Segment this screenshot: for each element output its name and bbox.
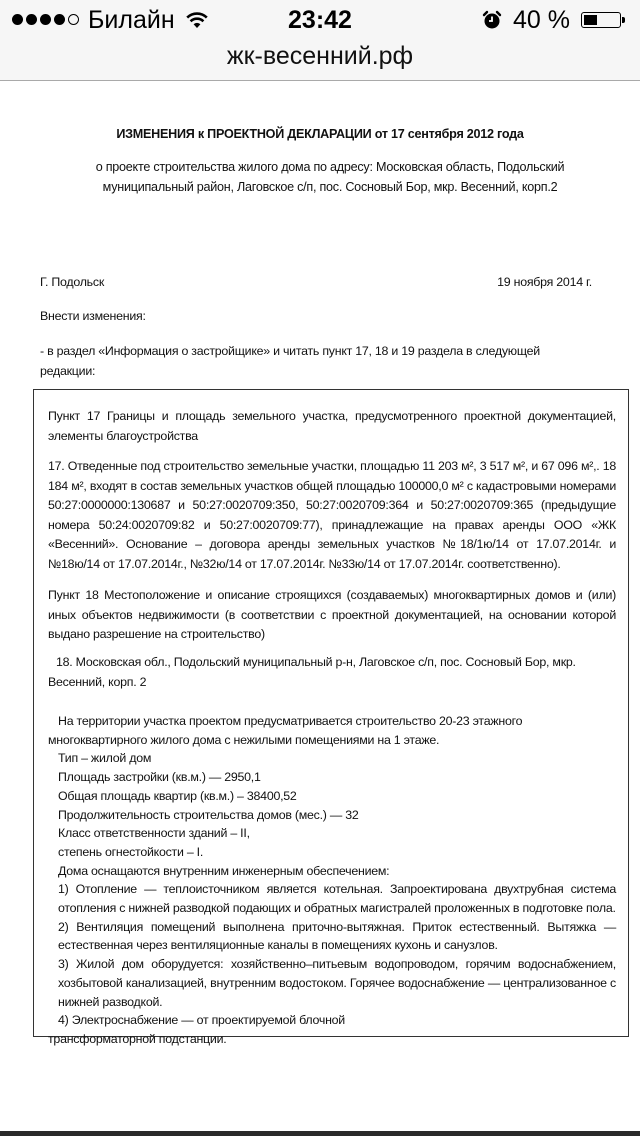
fire-resistance: степень огнестойкости – I. — [58, 844, 204, 859]
clause-17-body: 17. Отведенные под строительство земельные участки, площадью 11 203 м², 3 517 м², и 67 096 м²,. 18 184 м², входят в состав земельных участков общей площадью 100000,0 м² с кадастровыми номерами 50:27:0000000:130687 и 50:27:0020709:350, 50:27:0020709:364 и 50:27:0020709:365 (предыдущие номера 50:24:0020709:82 и 50:27:0020709:77), принадлежащие на правах аренды ООО «ЖК «Весенний». Основание – договора аренды земельных участков №18/1ю/14 от 17.07.2014г. и №18ю/14 от 17.07.2014г., №32ю/14 от 17.07.2014г. №33ю/14 от 17.07.2014г. соответственно). — [48, 459, 616, 571]
ventilation-item: 2) Вентиляция помещений выполнена приточно-вытяжная. Приток естественный. Вытяжка — естественная через вентиляционные каналы в помещениях кухонь и санузлов. — [58, 919, 616, 953]
battery-icon — [581, 12, 621, 28]
status-time: 23:42 — [288, 6, 352, 34]
address-line: Весенний, корп. 2 — [48, 674, 147, 689]
document-title: ИЗМЕНЕНИЯ к ПРОЕКТНОЙ ДЕКЛАРАЦИИ от 17 сентября 2012 года — [116, 127, 524, 141]
building-type: Тип – жилой дом — [58, 751, 152, 766]
apartments-area: Общая площадь квартир (кв.м.) – 38400,52 — [58, 788, 297, 803]
battery-level-fill — [584, 15, 597, 25]
clause-18-heading: Пункт 18 Местоположение и описание строящихся (создаваемых) многоквартирных домов и (или) иных объектов недвижимости (в соответствии с проектной документацией, на основании которой выдано разрешение на строительство) — [48, 588, 616, 641]
power-item: 4) Электроснабжение — от проектируемой блочной — [58, 1013, 345, 1028]
engineering-intro: Дома оснащаются внутренним инженерным обеспечением: — [58, 863, 390, 878]
carrier-name: Билайн — [88, 6, 175, 34]
project-description: На территории участка проектом предусматривается строительство 20-23 этажного — [58, 714, 523, 728]
status-bar — [0, 0, 640, 40]
battery-tip — [622, 17, 625, 23]
document-page — [0, 81, 640, 1136]
page-bottom-edge — [0, 1131, 640, 1136]
power-item-cont: трансформаторной подстанции. — [48, 1031, 227, 1046]
browser-chrome — [0, 0, 640, 81]
address-line: 18. Московская обл., Подольский муниципальный р-н, Лаговское с/п, пос. Сосновый Бор, мкр. — [56, 655, 576, 669]
subtitle-line: о проекте строительства жилого дома по адресу: Московская область, Подольский — [95, 160, 565, 174]
heating-item: 1) Отопление — теплоисточником является котельная. Запроектирована двухтрубная система отопления с нижней разводкой подающих и обратных магистралей проложенных в подготовке пола. — [58, 882, 616, 916]
document-date: 19 ноября 2014 г. — [497, 275, 592, 289]
section-reference-line: редакции: — [40, 364, 96, 378]
section-reference-line: - в раздел «Информация о застройщике» и читать пункт 17, 18 и 19 раздела в следующей — [40, 344, 540, 358]
address-bar[interactable]: жк-весенний.рф — [226, 42, 414, 70]
amendment-box — [33, 389, 629, 1046]
document-subtitle — [70, 157, 590, 197]
subtitle-line: муниципальный район, Лаговское с/п, пос. Сосновый Бор, мкр. Весенний, корп.2 — [102, 180, 558, 194]
battery-percent: 40 % — [513, 6, 570, 34]
clause-18-address — [48, 653, 616, 692]
water-item: 3) Жилой дом оборудуется: хозяйственно–питьевым водопроводом, горячим водоснабжением, хозбытовой канализацией, внутренним водостоком. Горячее водоснабжение — централизованное с нижней разводкой. — [58, 957, 616, 1009]
responsibility-class: Класс ответственности зданий – II, — [58, 826, 250, 841]
clause-17-heading: Пункт 17 Границы и площадь земельного участка, предусмотренного проектной документацией, элементы благоустройства — [48, 409, 616, 443]
building-details — [48, 712, 616, 1049]
document-intro: Внести изменения: — [40, 309, 146, 323]
building-area: Площадь застройки (кв.м.) — 2950,1 — [58, 770, 261, 785]
document-city: Г. Подольск — [40, 275, 105, 289]
alarm-clock-icon — [482, 10, 502, 30]
section-reference — [40, 341, 580, 381]
project-description-cont: многоквартирного жилого дома с нежилыми помещениями на 1 этаже. — [48, 732, 440, 747]
construction-duration: Продолжительность строительства домов (мес.) — 32 — [58, 807, 359, 822]
